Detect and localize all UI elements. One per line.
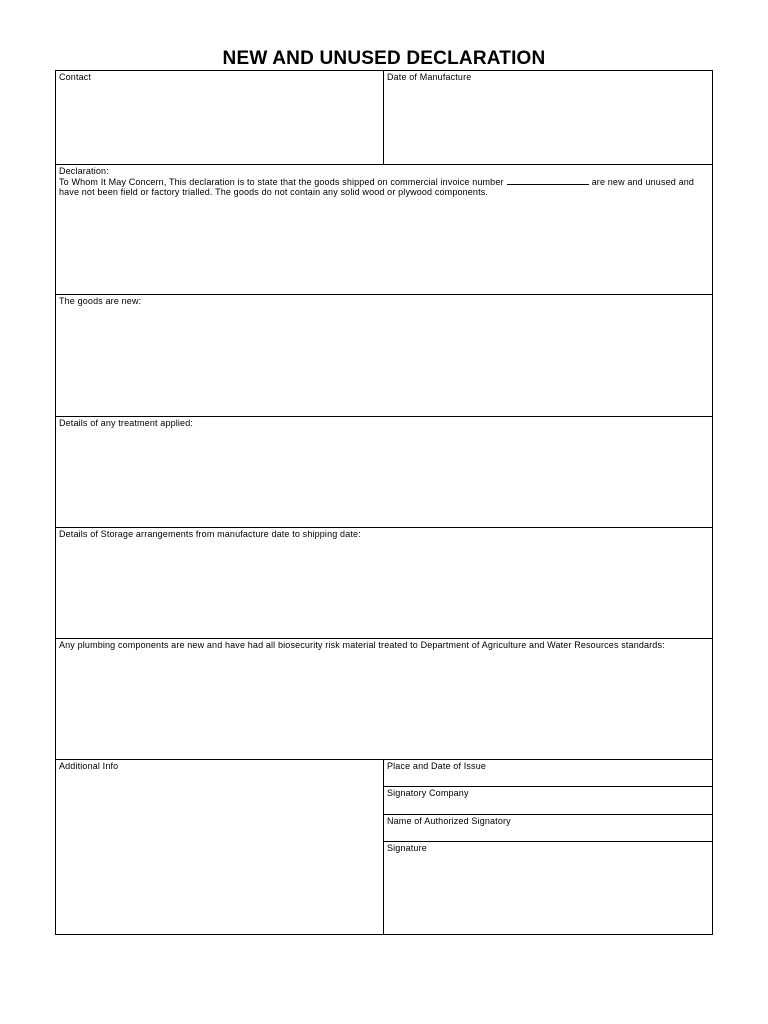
declaration-text: [59, 176, 704, 197]
signatory-company-field[interactable]: [384, 787, 713, 814]
signature-field[interactable]: [384, 842, 713, 934]
declaration-form: [55, 70, 713, 935]
date-of-manufacture-label: Date of Manufacture: [387, 72, 472, 82]
place-date-issue-field[interactable]: [384, 760, 713, 786]
additional-info-label: Additional Info: [59, 761, 119, 771]
storage-field[interactable]: [56, 528, 712, 638]
date-of-manufacture-field[interactable]: [384, 71, 713, 164]
storage-label: Details of Storage arrangements from manufacture date to shipping date:: [59, 529, 361, 539]
place-date-issue-label: Place and Date of Issue: [387, 761, 487, 771]
declaration-text-part-1: To Whom It May Concern, This declaration is to state that the goods shipped on commercial invoice number: [59, 177, 504, 187]
treatment-label: Details of any treatment applied:: [59, 418, 194, 428]
invoice-number-blank[interactable]: [507, 176, 589, 185]
goods-new-label: The goods are new:: [59, 296, 142, 306]
contact-label: Contact: [59, 72, 92, 82]
contact-field[interactable]: [56, 71, 384, 164]
document-title: NEW AND UNUSED DECLARATION: [222, 48, 546, 69]
authorized-signatory-label: Name of Authorized Signatory: [387, 816, 511, 826]
signature-label: Signature: [387, 843, 427, 853]
authorized-signatory-field[interactable]: [384, 815, 713, 841]
divider: [383, 71, 384, 164]
plumbing-label: Any plumbing components are new and have had all biosecurity risk material treated to Department of Agriculture and Water Resources standards:: [59, 640, 665, 650]
declaration-label: Declaration:: [59, 166, 109, 176]
additional-info-field[interactable]: [56, 760, 384, 934]
declaration-text-part-2: are new and unused and have not been field or factory trialled. The goods do not contain any solid wood or plywood components.: [59, 177, 695, 197]
declaration-section: [56, 165, 712, 294]
plumbing-field[interactable]: [56, 639, 712, 759]
signatory-company-label: Signatory Company: [387, 788, 469, 798]
treatment-field[interactable]: [56, 417, 712, 527]
goods-new-field[interactable]: [56, 295, 712, 416]
